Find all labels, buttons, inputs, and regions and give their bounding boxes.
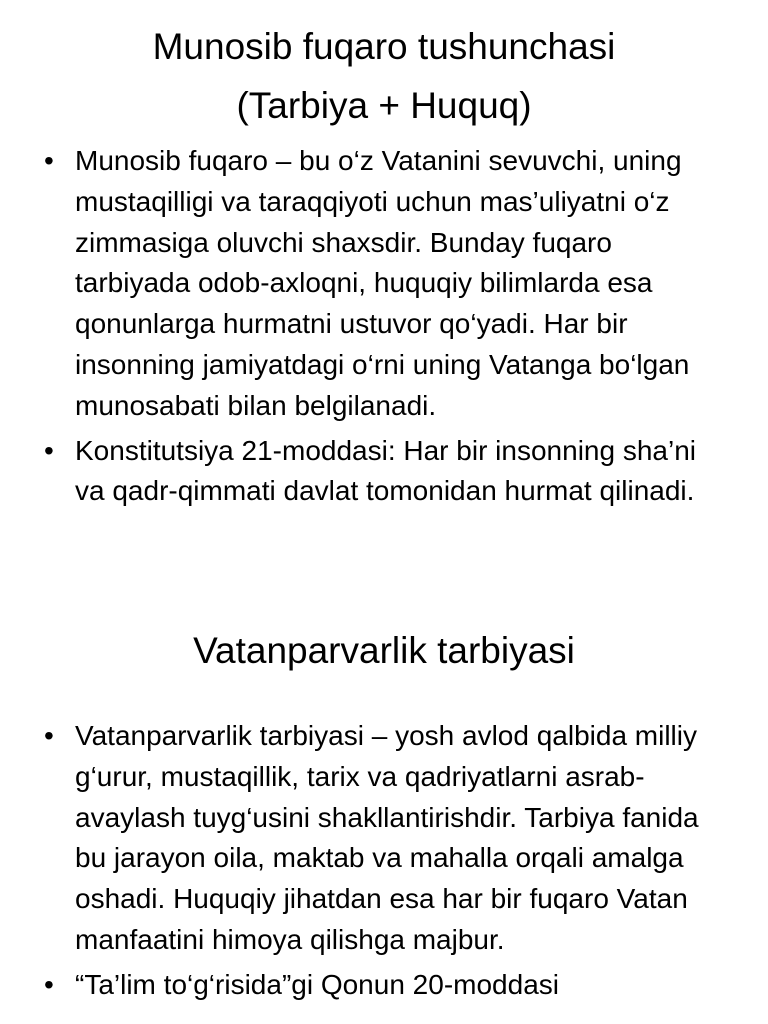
bullet-text: Vatanparvarlik tarbiyasi – yosh avlod qalbida milliy g‘urur, mustaqillik, tarix va qadriyatlarni asrab-avaylash tuyg‘usini shakllantirishdir. Tarbiya fanida bu jarayon oila, maktab va mahalla orqali amalga oshadi. Huquqiy jihatdan esa har bir fuqaro Vatan manfaatini himoya qilishga majbur.: [75, 720, 699, 955]
bullet-text: Munosib fuqaro – bu o‘z Vatanini sevuvchi, uning mustaqilligi va taraqqiyoti uchun mas’uliyatni o‘z zimmasiga oluvchi shaxsdir. Bunday fuqaro tarbiyada odob-axloqni, huquqiy bilimlarda esa qonunlarga hurmatni ustuvor qo‘yadi. Har bir insonning jamiyatdagi o‘rni uning Vatanga bo‘lgan munosabati bilan belgilanadi.: [75, 145, 690, 421]
bullet-item: [0, 141, 768, 427]
bullet-dot-icon: •: [44, 145, 54, 176]
slide-title-line-1: Munosib fuqaro tushunchasi: [152, 26, 616, 67]
slide-title: Vatanparvarlik tarbiyasi: [193, 630, 575, 671]
bullet-dot-icon: •: [44, 968, 54, 1000]
bullet-dot-icon: •: [44, 434, 54, 466]
bullet-list: [0, 141, 768, 516]
bullet-item: [0, 431, 768, 513]
bullet-item: [0, 716, 768, 961]
slide-title-line-2: (Tarbiya + Huquq): [236, 85, 532, 126]
bullet-text: “Ta’lim to‘g‘risida”gi Qonun 20-moddasi: [75, 968, 559, 1000]
bullet-item: [0, 965, 768, 1006]
slide-vatanparvarlik: [0, 603, 768, 1024]
slide-title: [0, 17, 768, 135]
bullet-list: [0, 716, 768, 1010]
bullet-dot-icon: •: [44, 720, 54, 751]
bullet-text: Konstitutsiya 21-moddasi: Har bir insonning sha’ni va qadr-qimmati davlat tomonidan hurmat qilinadi.: [75, 434, 696, 507]
